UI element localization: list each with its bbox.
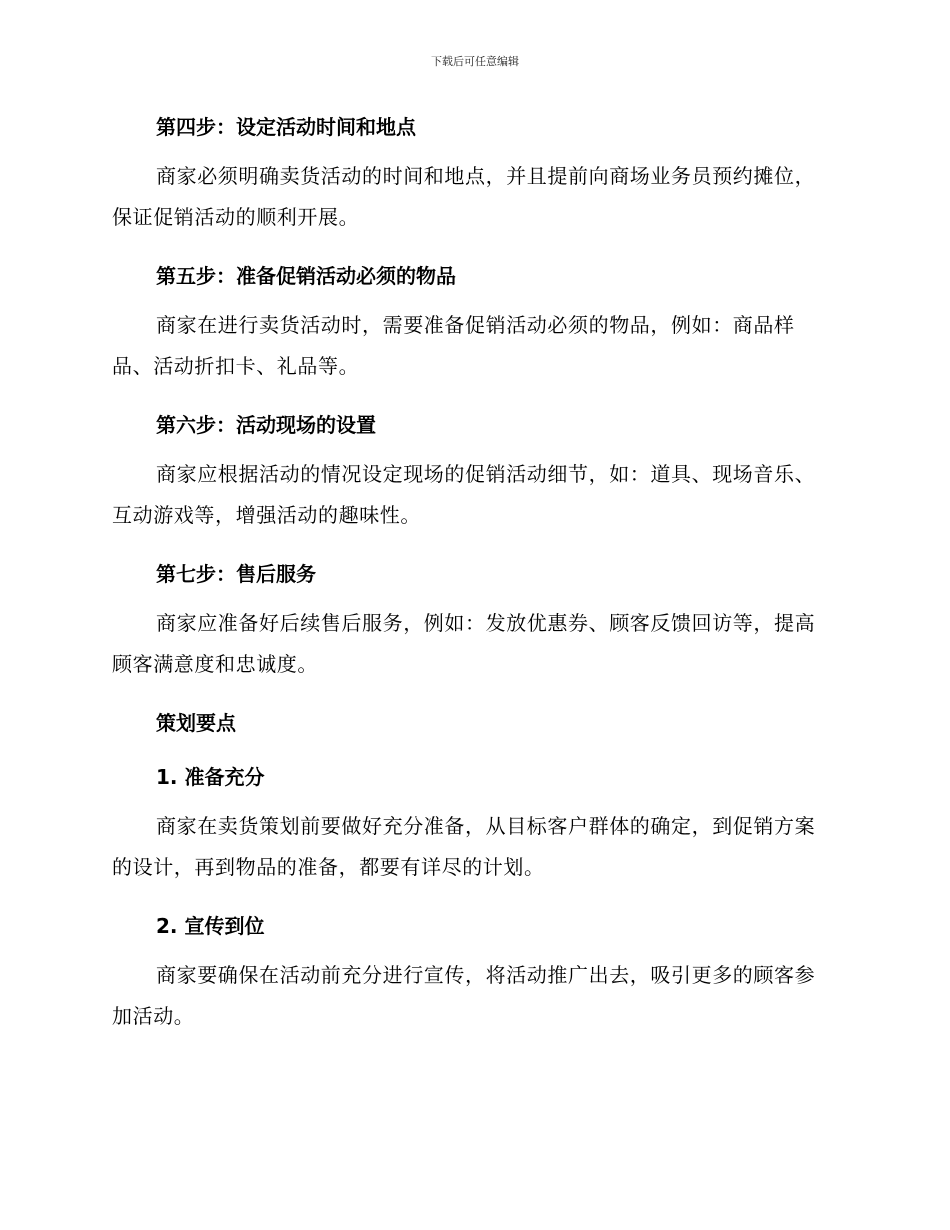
step-5-heading: 第五步：准备促销活动必须的物品 <box>156 264 456 288</box>
point-2-heading: 2. 宣传到位 <box>156 914 265 938</box>
step-7-paragraph: 商家应准备好后续售后服务，例如：发放优惠券、顾客反馈回访等，提高顾客满意度和忠诚度。 <box>112 611 816 676</box>
planning-title: 策划要点 <box>156 711 236 735</box>
page-header: 下载后可任意编辑 <box>431 55 519 68</box>
step-6-heading: 第六步：活动现场的设置 <box>156 413 376 437</box>
step-4-heading: 第四步：设定活动时间和地点 <box>156 115 416 139</box>
step-5-paragraph: 商家在进行卖货活动时，需要准备促销活动必须的物品，例如：商品样品、活动折扣卡、礼品等。 <box>112 313 795 378</box>
point-2-paragraph: 商家要确保在活动前充分进行宣传，将活动推广出去，吸引更多的顾客参加活动。 <box>112 963 816 1028</box>
step-4-paragraph: 商家必须明确卖货活动的时间和地点，并且提前向商场业务员预约摊位，保证促销活动的顺利开展。 <box>112 164 816 229</box>
point-1-paragraph: 商家在卖货策划前要做好充分准备，从目标客户群体的确定，到促销方案的设计，再到物品的准备，都要有详尽的计划。 <box>112 814 816 879</box>
step-7-heading: 第七步：售后服务 <box>156 562 316 586</box>
step-6-paragraph: 商家应根据活动的情况设定现场的促销活动细节，如：道具、现场音乐、互动游戏等，增强活动的趣味性。 <box>112 462 816 527</box>
point-1-heading: 1. 准备充分 <box>156 765 265 789</box>
document-body <box>112 112 832 1037</box>
